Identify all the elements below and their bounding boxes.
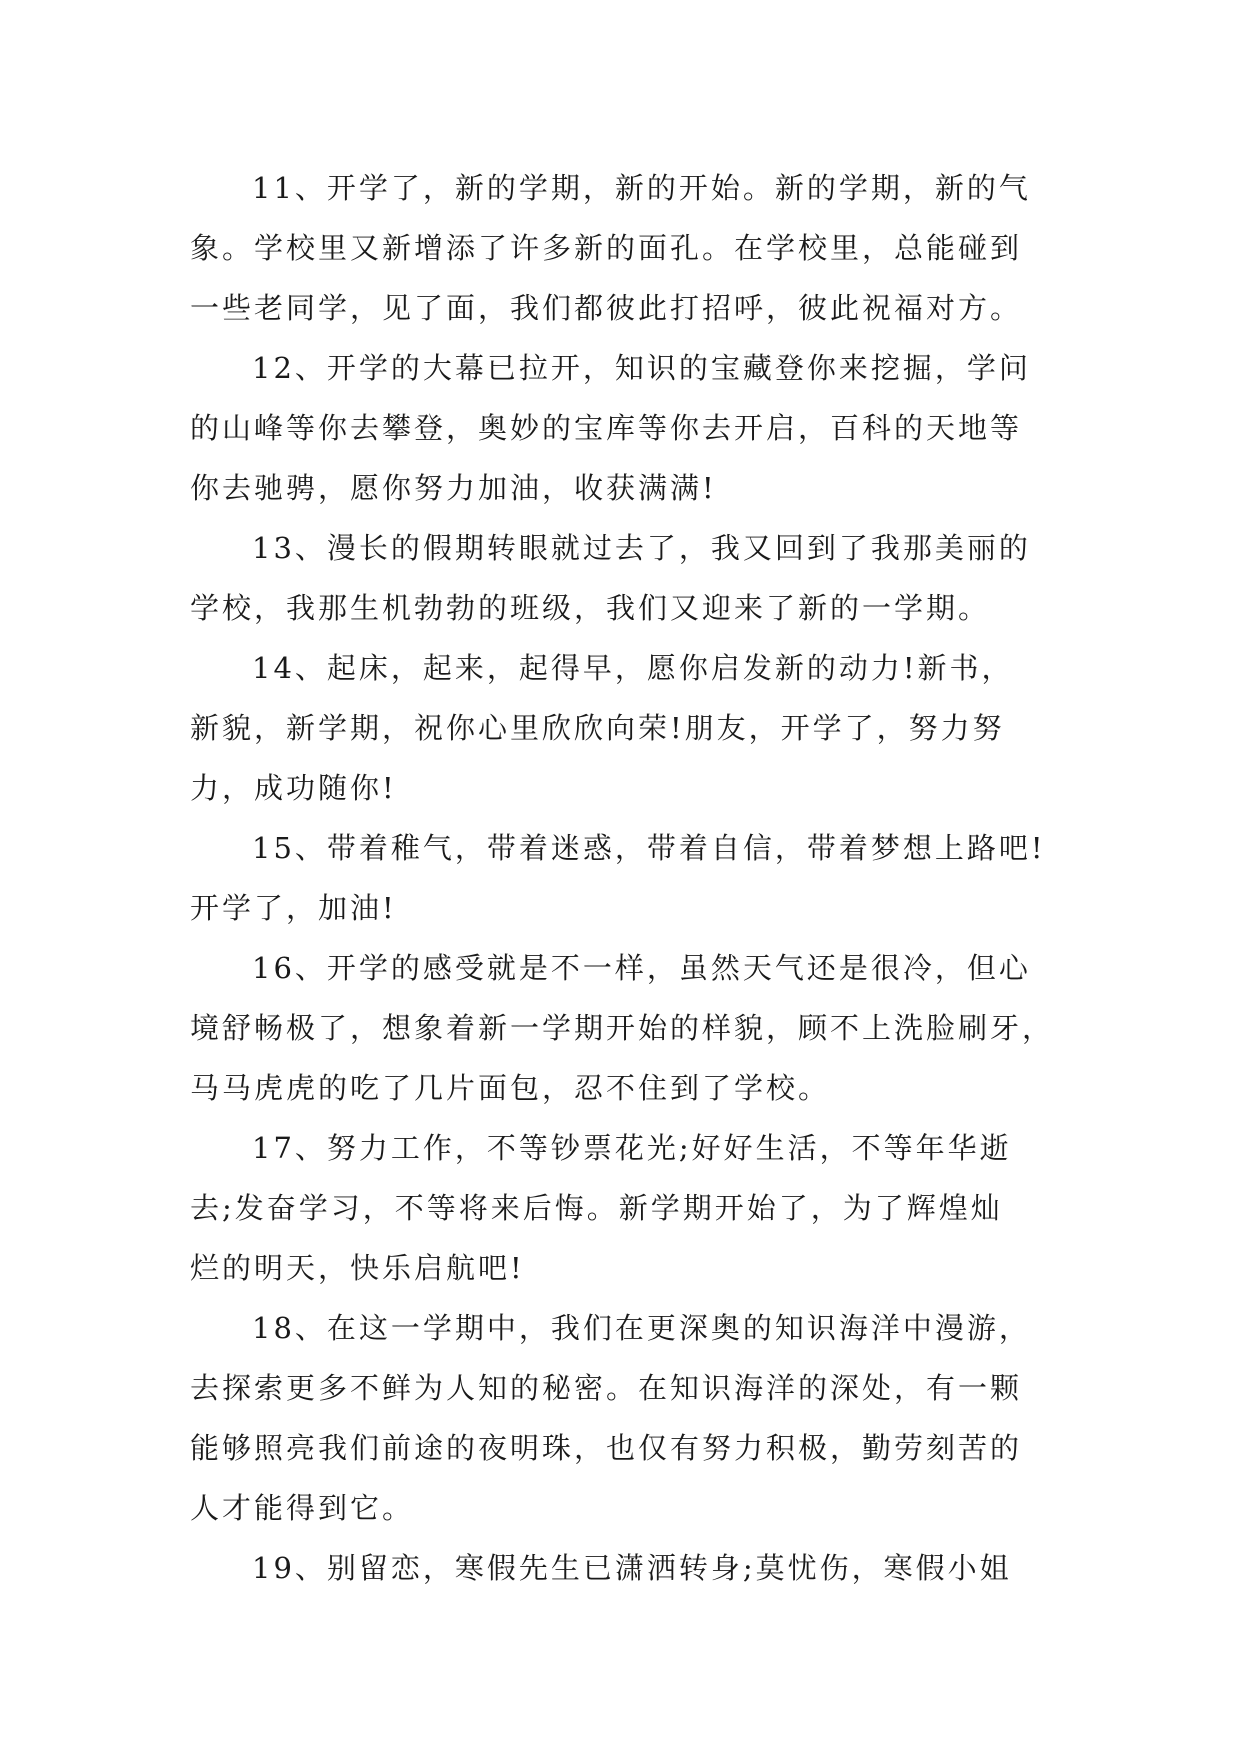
paragraph-line: 14、起床，起来，起得早，愿你启发新的动力!新书， xyxy=(252,651,1014,685)
paragraph-line: 13、漫长的假期转眼就过去了，我又回到了我那美丽的 xyxy=(252,531,1031,565)
paragraph-line: 17、努力工作，不等钞票花光;好好生活，不等年华逝 xyxy=(252,1131,1012,1165)
paragraph-line: 19、别留恋，寒假先生已潇洒转身;莫忧伤，寒假小姐 xyxy=(252,1551,1012,1585)
paragraph-16 xyxy=(190,938,1060,1118)
paragraph-line: 一些老同学，见了面，我们都彼此打招呼，彼此祝福对方。 xyxy=(190,291,1023,325)
paragraph-line: 马马虎虎的吃了几片面包，忍不住到了学校。 xyxy=(190,1071,831,1105)
paragraph-line: 15、带着稚气，带着迷惑，带着自信，带着梦想上路吧! xyxy=(252,831,1046,865)
paragraph-14 xyxy=(190,638,1060,818)
paragraph-line: 境舒畅极了，想象着新一学期开始的样貌，顾不上洗脸刷牙， xyxy=(190,1011,1055,1045)
paragraph-line: 去探索更多不鲜为人知的秘密。在知识海洋的深处，有一颗 xyxy=(190,1371,1023,1405)
paragraph-line: 去;发奋学习，不等将来后悔。新学期开始了，为了辉煌灿 xyxy=(190,1191,1003,1225)
paragraph-line: 你去驰骋，愿你努力加油，收获满满! xyxy=(190,471,717,505)
paragraph-15 xyxy=(190,818,1060,938)
paragraph-11 xyxy=(190,158,1060,338)
paragraph-line: 烂的明天，快乐启航吧! xyxy=(190,1251,525,1285)
paragraph-line: 象。学校里又新增添了许多新的面孔。在学校里，总能碰到 xyxy=(190,231,1023,265)
paragraph-17 xyxy=(190,1118,1060,1298)
paragraph-line: 新貌，新学期，祝你心里欣欣向荣!朋友，开学了，努力努 xyxy=(190,711,1005,745)
paragraph-line: 12、开学的大幕已拉开，知识的宝藏登你来挖掘，学问 xyxy=(252,351,1031,385)
paragraph-line: 能够照亮我们前途的夜明珠，也仅有努力积极，勤劳刻苦的 xyxy=(190,1431,1023,1465)
paragraph-13 xyxy=(190,518,1060,638)
paragraph-line: 的山峰等你去攀登，奥妙的宝库等你去开启，百科的天地等 xyxy=(190,411,1023,445)
paragraph-line: 力，成功随你! xyxy=(190,771,397,805)
document-body xyxy=(190,158,1060,1598)
paragraph-line: 人才能得到它。 xyxy=(190,1491,415,1525)
paragraph-line: 16、开学的感受就是不一样，虽然天气还是很冷，但心 xyxy=(252,951,1031,985)
paragraph-line: 学校，我那生机勃勃的班级，我们又迎来了新的一学期。 xyxy=(190,591,991,625)
paragraph-line: 18、在这一学期中，我们在更深奥的知识海洋中漫游， xyxy=(252,1311,1031,1345)
paragraph-12 xyxy=(190,338,1060,518)
paragraph-line: 11、开学了，新的学期，新的开始。新的学期，新的气 xyxy=(252,171,1031,205)
paragraph-line: 开学了，加油! xyxy=(190,891,397,925)
paragraph-19 xyxy=(190,1538,1060,1598)
paragraph-18 xyxy=(190,1298,1060,1538)
